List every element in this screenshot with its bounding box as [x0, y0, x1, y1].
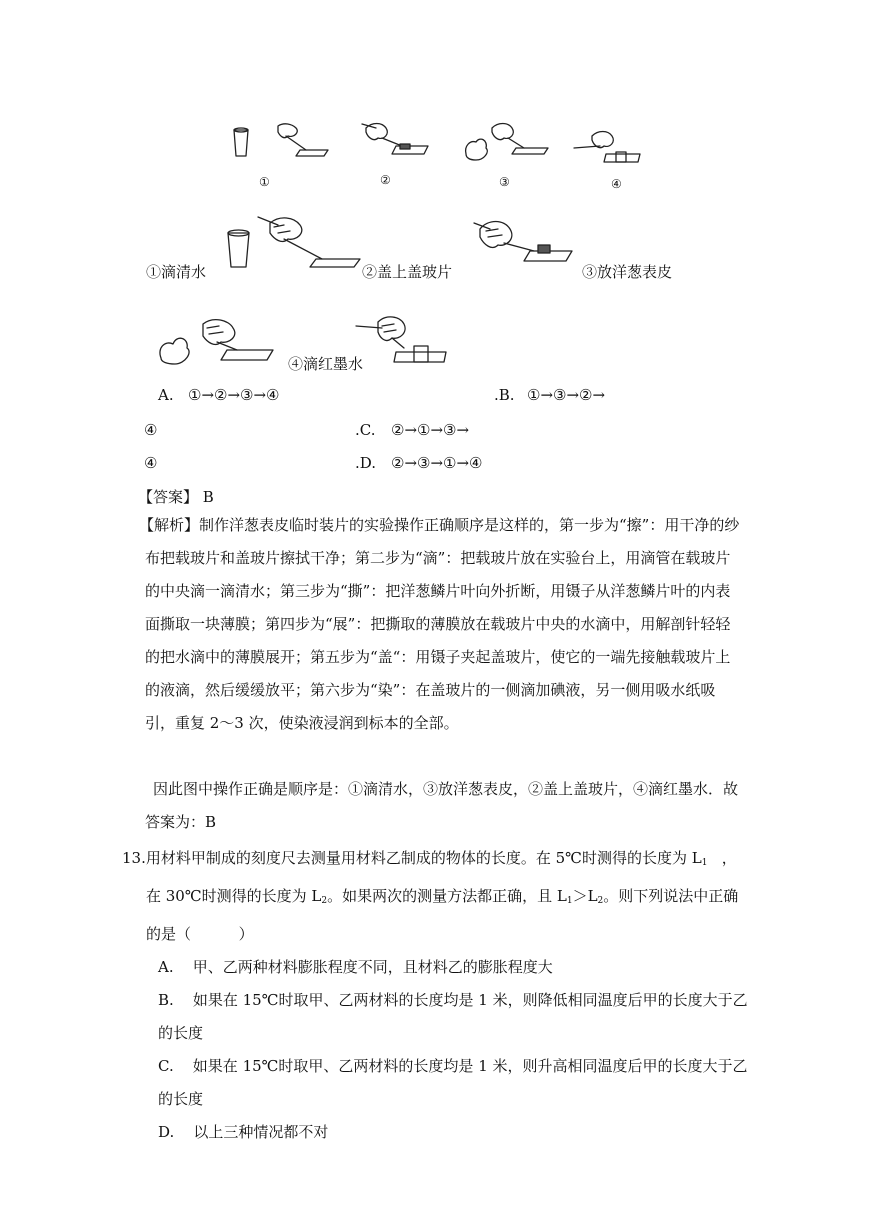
option-b-text: ①→③→②→ — [527, 386, 606, 404]
option-d-letter: .D. — [355, 454, 377, 472]
place-onion-illustration — [470, 215, 580, 270]
option-c-text: ②→①→③→ — [391, 421, 470, 439]
q13-option-d-text: 以上三种情况都不对 — [193, 1123, 329, 1141]
caption-place-onion: ③放洋葱表皮 — [582, 263, 673, 281]
analysis-conclusion: 因此图中操作正确是顺序是：①滴清水，③放洋葱表皮，②盖上盖玻片，④滴红墨水．故答案为：B — [145, 780, 739, 831]
q13-subscript-3: 1 — [566, 896, 573, 906]
option-c-letter: .C. — [355, 421, 376, 439]
top-label-1: ① — [259, 175, 270, 189]
drip-water-illustration — [222, 215, 382, 270]
caption-drip-water: ①滴清水 — [146, 263, 207, 281]
caption-red-ink: ④滴红墨水 — [288, 355, 364, 373]
answer-line — [138, 487, 214, 507]
q13-option-b — [122, 984, 752, 1017]
q13-subscript-1: 1 — [701, 858, 708, 868]
caption-cover-slip: ②盖上盖玻片 — [362, 263, 453, 281]
q13-subscript-2: 2 — [321, 896, 328, 906]
q13-option-a — [122, 951, 752, 984]
red-ink-illustration — [155, 318, 285, 373]
q13-stem-line-1 — [122, 842, 752, 880]
option-b-wrap: ④ — [144, 421, 158, 439]
q13-number: 13. — [122, 849, 146, 867]
q13-option-a-text: 甲、乙两种材料膨胀程度不同，且材料乙的膨胀程度大 — [192, 958, 553, 976]
answer-label: 【答案】 — [138, 488, 199, 506]
q13-option-b-text: 如果在 15℃时取甲、乙两材料的长度均是 1 米，则降低相同温度后甲的长度大于乙 — [192, 991, 748, 1009]
q13-option-c-text: 如果在 15℃时取甲、乙两材料的长度均是 1 米，则升高相同温度后甲的长度大于乙 — [192, 1057, 748, 1075]
small-onion-skin-figure — [462, 120, 552, 165]
q13-stem-part-1: 用材料甲制成的刻度尺去测量用材料乙制成的物体的长度。在 5℃时测得的长度为 L — [145, 849, 702, 867]
q13-option-b-letter: B. — [158, 991, 174, 1009]
top-label-3: ③ — [499, 175, 510, 189]
answer-value: B — [202, 488, 214, 506]
option-b-letter: .B. — [494, 386, 515, 404]
option-d-text: ②→③→①→④ — [391, 454, 483, 472]
top-label-4: ④ — [611, 177, 622, 191]
q13-stem-line-2 — [122, 880, 752, 918]
cover-slip-illustration — [352, 312, 452, 367]
q13-stem-part-2a: 在 30℃时测得的长度为 L — [146, 887, 322, 905]
small-red-ink-figure — [570, 126, 650, 171]
q13-option-d-letter: D. — [158, 1123, 175, 1141]
analysis-paragraph — [139, 509, 741, 740]
q13-stem-part-2c: ＞L — [572, 887, 598, 905]
q13-option-a-letter: A. — [158, 958, 174, 976]
option-a-text: ①→②→③→④ — [188, 386, 280, 404]
option-a-letter: A. — [158, 386, 174, 404]
q13-stem-part-2d: 。则下列说法中正确 — [603, 887, 739, 905]
q13-stem-part-2b: 。如果两次的测量方法都正确，且 L — [327, 887, 567, 905]
small-drip-water-figure — [230, 122, 340, 162]
analysis-text: 制作洋葱表皮临时装片的实验操作正确顺序是这样的，第一步为“擦”：用干净的纱布把载玻片和盖玻片擦拭干净；第二步为“滴”：把载玻片放在实验台上，用滴管在载玻片的中央滴一滴清水；第三步为“撕”：把洋葱鳞片叶向外折断，用镊子从洋葱鳞片叶的内表面撕取一块薄膜；第四步为“展”：把撕取的薄膜放在载玻片中央的水滴中，用解剖针轻轻的把水滴中的薄膜展开；第五步为“盖“：用镊子夹起盖玻片，使它的一端先接触载玻片上的液滴，然后缓缓放平；第六步为“染”：在盖玻片的一侧滴加碘液，另一侧用吸水纸吸引，重复 2～3 次，使染液浸润到标本的全部。 — [145, 516, 740, 732]
analysis-label: 【解析】 — [139, 516, 200, 534]
q13-option-b-wrap: 的长度 — [158, 1024, 204, 1042]
q13-stem-line-3: 的是（ ） — [146, 925, 254, 943]
question-13 — [122, 842, 752, 1149]
q13-option-d — [122, 1116, 752, 1149]
q13-option-c-letter: C. — [158, 1057, 174, 1075]
q13-subscript-4: 2 — [597, 896, 604, 906]
q13-stem-part-1b: ， — [721, 849, 737, 867]
small-cover-slip-figure — [352, 120, 432, 160]
q13-option-c — [122, 1050, 752, 1083]
top-label-2: ② — [380, 173, 391, 187]
option-c-wrap: ④ — [144, 454, 158, 472]
q13-option-c-wrap: 的长度 — [158, 1090, 204, 1108]
